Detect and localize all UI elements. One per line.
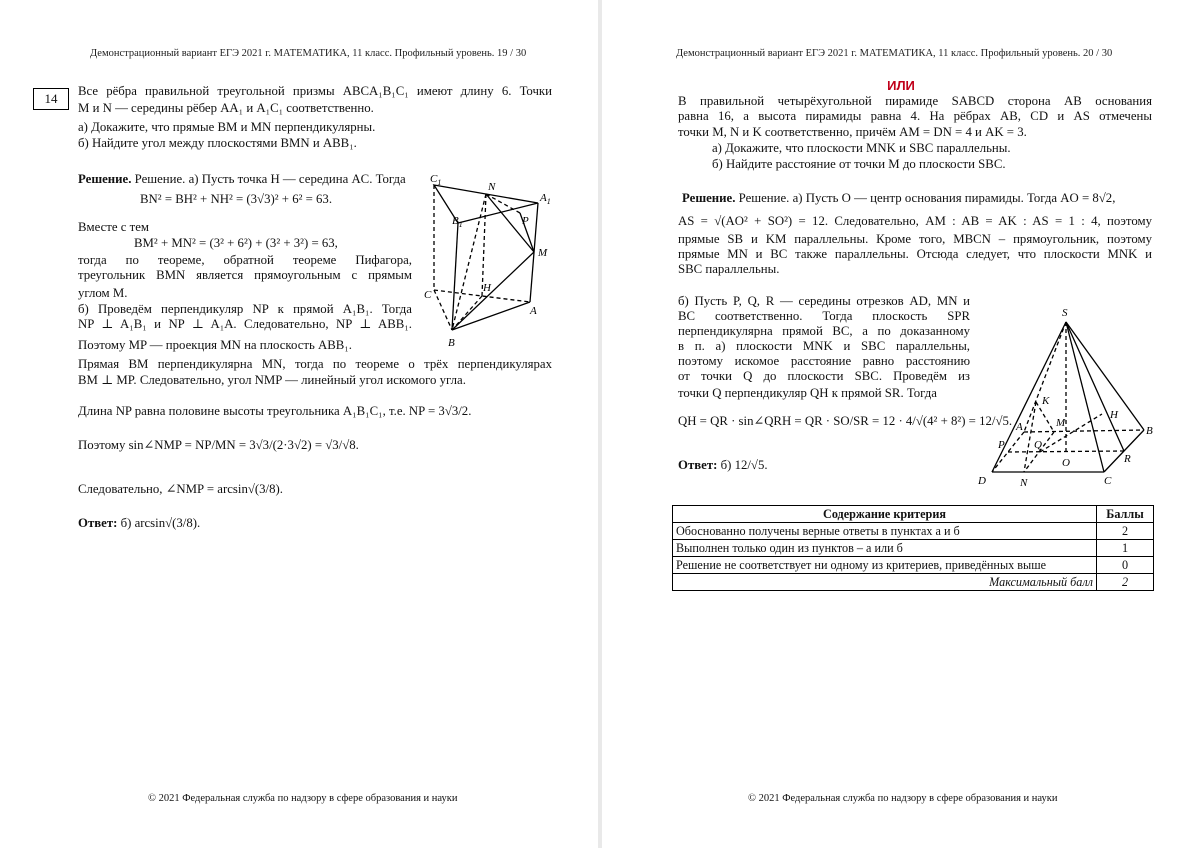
answer-text: б) arcsin√(3/8).	[120, 516, 201, 530]
formula: BN² = BH² + NH² = (3√3)² + 6² = 63.	[140, 192, 333, 206]
task-statement	[78, 84, 552, 99]
segment-pr	[1008, 451, 1124, 452]
score-cell: 2	[1097, 523, 1154, 540]
page-left	[0, 0, 598, 848]
solution-line: AS = √(AO² + SO²) = 12. Следовательно, AM : AB = AK : AS = 1 : 4, поэтому	[678, 214, 1152, 228]
score-cell: 1	[1097, 540, 1154, 557]
label-A1: $A_1$	[540, 192, 551, 206]
solution-paragraph	[78, 357, 552, 372]
edge-ab	[452, 302, 530, 330]
solution-line: BM ⊥ MP. Следовательно, угол NMP — линейный угол искомого угла.	[78, 373, 466, 387]
criterion-cell: Решение не соответствует ни одному из критериев, приведённых выше	[673, 557, 1097, 574]
table-row	[673, 523, 1154, 540]
label-B1: $B_1$	[452, 215, 463, 229]
solution-line: тогда по теореме, обратной теореме Пифагора,	[78, 253, 412, 267]
max-score: 2	[1097, 574, 1154, 591]
segment-qh	[1040, 414, 1102, 452]
task-line: б) Найдите угол между плоскостями BMN и ABB₁.	[78, 136, 357, 150]
table-header: Содержание критерия	[673, 506, 1097, 523]
label-Q: Q	[1034, 439, 1042, 451]
solution-line: б) Проведём перпендикуляр NP к прямой A₁B₁. Тогда	[78, 302, 412, 316]
solution-paragraph	[78, 253, 412, 283]
label-B: B	[1146, 425, 1153, 437]
solution-line: BC соответственно. Тогда плоскость SPR	[678, 309, 970, 323]
edge-sb	[1066, 322, 1144, 430]
criterion-cell: Выполнен только один из пунктов – а или б	[673, 540, 1097, 557]
solution-line: перпендикулярна прямой BC, а по доказанному	[678, 324, 970, 338]
solution-line: точки Q перпендикуляр QH к прямой SR. Тогда	[678, 386, 937, 400]
table-row	[673, 540, 1154, 557]
solution-line: углом M.	[78, 286, 128, 300]
label-N: N	[1020, 477, 1028, 489]
solution-line: Следовательно, ∠NMP = arcsin√(3/8).	[78, 482, 283, 496]
task-statement	[678, 94, 1152, 124]
solution-line: NP ⊥ A₁B₁ и NP ⊥ A₁A. Следовательно, NP ⊥ ABB₁.	[78, 317, 412, 331]
solution-line: Вместе с тем	[78, 220, 150, 234]
table-header: Баллы	[1097, 506, 1154, 523]
solution-line: б) Пусть P, Q, R — середины отрезков AD, MN и	[678, 294, 970, 308]
criterion-cell: Обоснованно получены верные ответы в пунктах а и б	[673, 523, 1097, 540]
table-row	[673, 557, 1154, 574]
solution-line: треугольник BMN является прямоугольным с прямым	[78, 268, 412, 282]
answer-text: б) 12/√5.	[720, 458, 768, 472]
solution-paragraph	[78, 302, 412, 332]
label-D: D	[978, 475, 986, 487]
solution-line: прямые SB и KM параллельны. Кроме того, MBCN – прямоугольник, поэтому	[678, 232, 1152, 246]
solution-line: Поэтому MP — проекция MN на плоскость ABB₁.	[78, 338, 353, 352]
pyramid-figure	[974, 302, 1154, 492]
edge-cb	[434, 290, 452, 330]
task-line: б) Найдите расстояние от точки M до плоскости SBC.	[712, 157, 1006, 171]
solution-text: Решение. а) Пусть O — центр основания пирамиды. Тогда AO = 8√2,	[738, 191, 1116, 205]
task-line: равна 16, а высота пирамиды равна 4. На рёбрах AB, CD и AS отмечены	[678, 109, 1152, 123]
criteria-table	[672, 505, 1154, 591]
label-B: B	[448, 337, 455, 349]
label-A: A	[1016, 421, 1023, 433]
label-C: C	[1104, 475, 1112, 487]
label-R: R	[1124, 453, 1131, 465]
label-H: H	[483, 282, 491, 294]
edge-bb1	[452, 223, 458, 330]
solution-line: поэтому искомое расстояние равно расстоянию	[678, 354, 970, 368]
solution-line: Решение. Решение. а) Пусть точка H — середина AC. Тогда	[78, 172, 406, 186]
label-P: P	[522, 215, 529, 227]
label-N: N	[488, 181, 496, 193]
label-H: H	[1110, 409, 1118, 421]
label-O: O	[1062, 457, 1070, 469]
solution-line: в п. а) плоскости MNK и SBC параллельны,	[678, 339, 970, 353]
answer-label: Ответ:	[678, 458, 718, 472]
task-line: В правильной четырёхугольной пирамиде SABCD сторона AB основания	[678, 94, 1152, 108]
solution-paragraph	[678, 294, 970, 384]
solution-line: Поэтому sin∠NMP = NP/MN = 3√3/(2·3√2) = √3/√8.	[78, 438, 359, 452]
solution-line: Длина NP равна половине высоты треугольника A₁B₁C₁, т.е. NP = 3√3/2.	[78, 404, 472, 418]
segment-mb	[452, 252, 534, 330]
formula: QH = QR · sin∠QRH = QR · SO/SR = 12 · 4/√(4² + 8²) = 12/√5.	[678, 414, 1013, 428]
page-right	[602, 0, 1200, 848]
max-label: Максимальный балл	[673, 574, 1097, 591]
segment-kn	[1024, 402, 1036, 472]
page-footer: © 2021 Федеральная служба по надзору в сфере образования и науки	[148, 793, 458, 804]
solution-line: прямые MN и BC также параллельны. Отсюда следует, что плоскости MNK и	[678, 247, 1152, 261]
task-number: 14	[33, 88, 69, 110]
table-row-max	[673, 574, 1154, 591]
task-line: а) Докажите, что плоскости MNK и SBC параллельны.	[712, 141, 1011, 155]
label-M: M	[538, 247, 548, 259]
solution-line: Решение. Решение. а) Пусть O — центр основания пирамиды. Тогда AO = 8√2,	[682, 191, 1116, 205]
prism-figure	[420, 168, 560, 353]
label-A: A	[530, 305, 537, 317]
answer	[78, 516, 200, 531]
label-K: K	[1042, 395, 1050, 407]
page-header: Демонстрационный вариант ЕГЭ 2021 г. МАТЕМАТИКА, 11 класс. Профильный уровень. 20 / 30	[676, 48, 1113, 59]
segment-mn	[1024, 432, 1054, 472]
solution-line: SBC параллельны.	[678, 262, 780, 276]
task-line: M и N — середины рёбер AA₁ и A₁C₁ соответственно.	[78, 101, 374, 115]
label-C: C	[424, 289, 432, 301]
edge-sa	[1024, 322, 1066, 432]
task-line: а) Докажите, что прямые BM и MN перпендикулярны.	[78, 120, 376, 134]
edge-sc	[1066, 322, 1104, 472]
answer	[678, 458, 768, 473]
score-cell: 0	[1097, 557, 1154, 574]
answer-label: Ответ:	[78, 516, 118, 530]
solution-text: Решение. а) Пусть точка H — середина AC. Тогда	[134, 172, 406, 186]
label-S: S	[1062, 307, 1068, 319]
solution-paragraph	[678, 214, 1152, 229]
page-header: Демонстрационный вариант ЕГЭ 2021 г. МАТЕМАТИКА, 11 класс. Профильный уровень. 19 / 30	[90, 48, 527, 59]
edge-ab	[1024, 430, 1144, 432]
task-line: точки M, N и K соответственно, причём AM = DN = 4 и AK = 3.	[678, 125, 1027, 139]
label-P: P	[998, 439, 1005, 451]
formula: BM² + MN² = (3² + 6²) + (3² + 3²) = 63,	[134, 236, 338, 250]
solution-line: Прямая BM перпендикулярна MN, тогда по теореме о трёх перпендикулярах	[78, 357, 552, 371]
page-footer: © 2021 Федеральная служба по надзору в сфере образования и науки	[748, 793, 1058, 804]
task-line: Все рёбра правильной треугольной призмы ABCA₁B₁C₁ имеют длину 6. Точки	[78, 84, 552, 98]
label-M: M	[1056, 417, 1066, 429]
solution-line: от точки Q до плоскости SBC. Проведём из	[678, 369, 970, 383]
or-label: ИЛИ	[887, 78, 915, 93]
table-header-row	[673, 506, 1154, 523]
solution-paragraph	[678, 232, 1152, 262]
label-C1: $C_1$	[430, 173, 442, 187]
